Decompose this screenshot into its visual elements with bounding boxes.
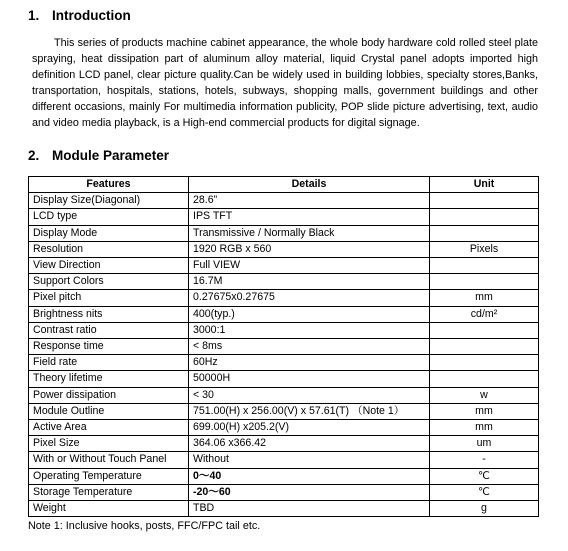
table-row: [29, 484, 539, 500]
table-row: [29, 241, 539, 257]
unit-cell: w: [430, 387, 539, 403]
table-row: [29, 420, 539, 436]
feature-cell: Active Area: [29, 420, 189, 436]
unit-cell: [430, 258, 539, 274]
feature-cell: Display Size(Diagonal): [29, 193, 189, 209]
unit-cell: um: [430, 436, 539, 452]
unit-cell: Pixels: [430, 241, 539, 257]
detail-cell: < 8ms: [189, 339, 430, 355]
unit-cell: mm: [430, 290, 539, 306]
section-number: 2.: [28, 148, 40, 163]
feature-cell: Weight: [29, 501, 189, 517]
unit-cell: [430, 274, 539, 290]
table-row: [29, 371, 539, 387]
detail-cell: Transmissive / Normally Black: [189, 225, 430, 241]
table-row: [29, 452, 539, 468]
detail-cell: 1920 RGB x 560: [189, 241, 430, 257]
detail-cell: 0～40: [189, 468, 430, 484]
table-row: [29, 501, 539, 517]
section-title: Module Parameter: [52, 148, 170, 163]
table-row: [29, 225, 539, 241]
unit-cell: mm: [430, 403, 539, 419]
table-header-row: [29, 177, 539, 193]
unit-cell: [430, 339, 539, 355]
feature-cell: Brightness nits: [29, 306, 189, 322]
unit-cell: [430, 371, 539, 387]
module-parameter-table: [28, 176, 539, 517]
feature-cell: Storage Temperature: [29, 484, 189, 500]
header-unit: Unit: [430, 177, 539, 193]
table-row: [29, 258, 539, 274]
footnote: Note 1: Inclusive hooks, posts, FFC/FPC tail etc.: [28, 520, 261, 532]
feature-cell: Field rate: [29, 355, 189, 371]
table-row: [29, 274, 539, 290]
table-body: [29, 193, 539, 517]
detail-cell: IPS TFT: [189, 209, 430, 225]
detail-cell: 60Hz: [189, 355, 430, 371]
table-row: [29, 387, 539, 403]
section-heading-introduction: [28, 8, 131, 23]
feature-cell: Power dissipation: [29, 387, 189, 403]
table-row: [29, 306, 539, 322]
detail-cell: 28.6”: [189, 193, 430, 209]
unit-cell: [430, 209, 539, 225]
table-row: [29, 403, 539, 419]
table-row: [29, 193, 539, 209]
table-row: [29, 436, 539, 452]
feature-cell: Module Outline: [29, 403, 189, 419]
feature-cell: Theory lifetime: [29, 371, 189, 387]
feature-cell: Support Colors: [29, 274, 189, 290]
table-row: [29, 209, 539, 225]
feature-cell: View Direction: [29, 258, 189, 274]
feature-cell: With or Without Touch Panel: [29, 452, 189, 468]
feature-cell: Pixel pitch: [29, 290, 189, 306]
table-row: [29, 355, 539, 371]
detail-cell: 16.7M: [189, 274, 430, 290]
unit-cell: mm: [430, 420, 539, 436]
unit-cell: [430, 322, 539, 338]
header-details: Details: [189, 177, 430, 193]
detail-cell: 50000H: [189, 371, 430, 387]
detail-cell: Without: [189, 452, 430, 468]
detail-cell: 751.00(H) x 256.00(V) x 57.61(T) （Note 1）: [189, 403, 430, 419]
table-row: [29, 468, 539, 484]
table-row: [29, 322, 539, 338]
feature-cell: LCD type: [29, 209, 189, 225]
detail-cell: < 30: [189, 387, 430, 403]
header-features: Features: [29, 177, 189, 193]
unit-cell: ℃: [430, 484, 539, 500]
section-number: 1.: [28, 8, 40, 23]
feature-cell: Display Mode: [29, 225, 189, 241]
feature-cell: Contrast ratio: [29, 322, 189, 338]
section-title: Introduction: [52, 8, 131, 23]
detail-cell: 3000:1: [189, 322, 430, 338]
detail-cell: 364.06 x366.42: [189, 436, 430, 452]
unit-cell: [430, 225, 539, 241]
feature-cell: Response time: [29, 339, 189, 355]
unit-cell: cd/m²: [430, 306, 539, 322]
detail-cell: 0.27675x0.27675: [189, 290, 430, 306]
feature-cell: Resolution: [29, 241, 189, 257]
unit-cell: ℃: [430, 468, 539, 484]
table-row: [29, 339, 539, 355]
unit-cell: [430, 355, 539, 371]
feature-cell: Pixel Size: [29, 436, 189, 452]
unit-cell: -: [430, 452, 539, 468]
unit-cell: [430, 193, 539, 209]
table-row: [29, 290, 539, 306]
detail-cell: -20～60: [189, 484, 430, 500]
detail-cell: TBD: [189, 501, 430, 517]
section-heading-module-parameter: [28, 148, 169, 163]
detail-cell: Full VIEW: [189, 258, 430, 274]
detail-cell: 699.00(H) x205.2(V): [189, 420, 430, 436]
detail-cell: 400(typ.): [189, 306, 430, 322]
unit-cell: g: [430, 501, 539, 517]
feature-cell: Operating Temperature: [29, 468, 189, 484]
intro-paragraph: This series of products machine cabinet appearance, the whole body hardware cold rolled steel plate spraying, heat dissipation part of aluminum alloy material, liquid Crystal panel adopts imported high definition LCD panel, clear picture quality.Can be widely used in building lobbies, specialty stores,Banks, transportation, hospitals, stations, hotels, subways, shopping malls, government buildings and other different occasions, mainly For multimedia information publicity, POP slide picture advertising, text, audio and video media playback, is a High-end commercial products for digital signage.: [32, 37, 538, 129]
